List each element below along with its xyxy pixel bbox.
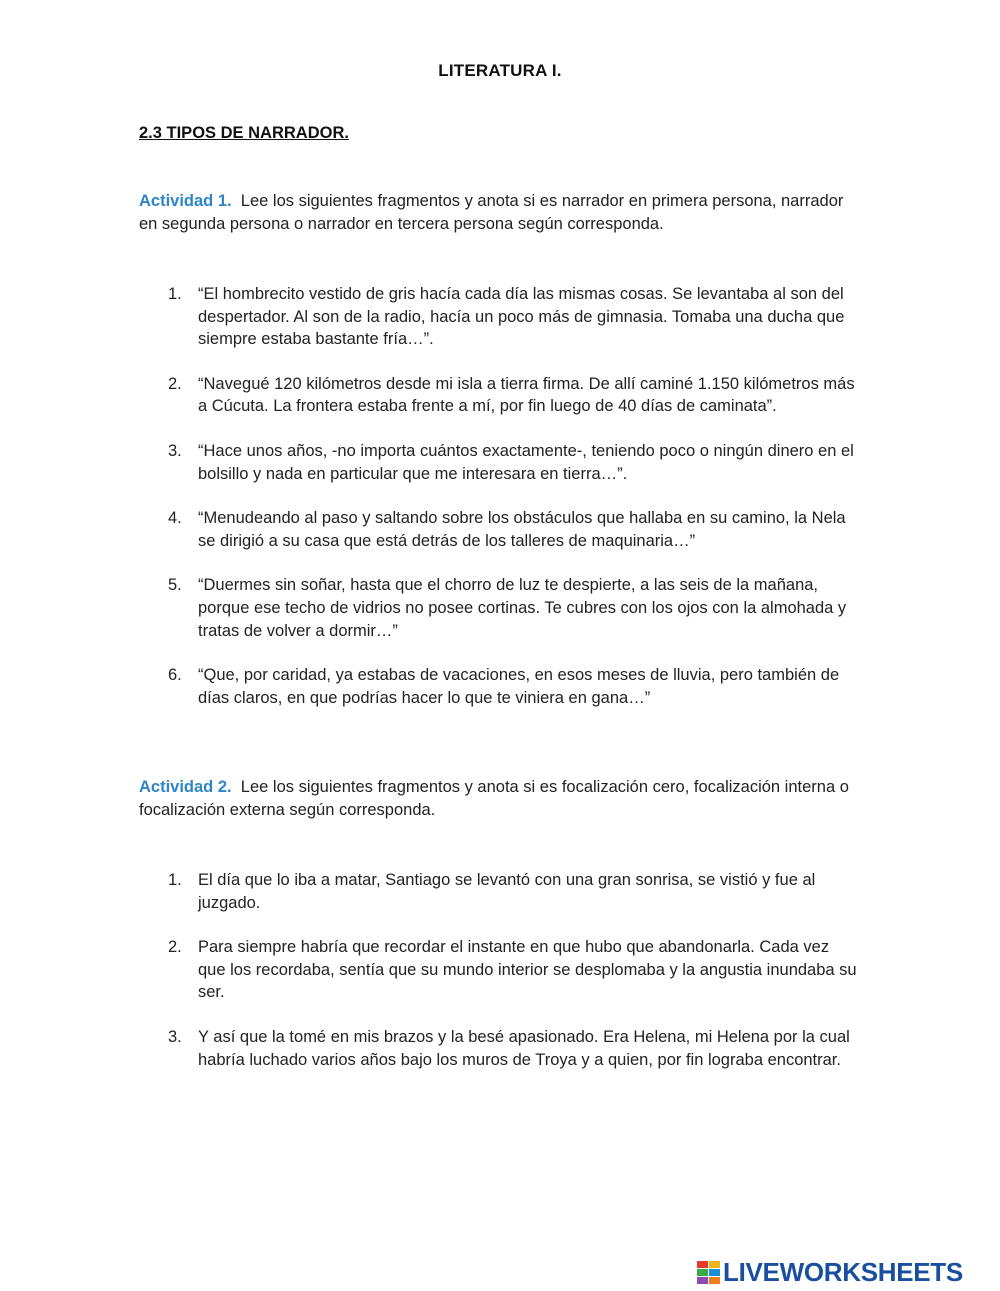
- list-item: [168, 664, 858, 709]
- item-number: 6.: [168, 666, 182, 685]
- item-text: “Duermes sin soñar, hasta que el chorro de luz te despierte, a las seis de la mañana, porque ese techo de vidrios no posee cortinas. Te cubres con los ojos con la almohada y tratas de volver a dormir…”: [198, 576, 847, 640]
- liveworksheets-logo: [697, 1258, 963, 1286]
- item-text: “Navegué 120 kilómetros desde mi isla a tierra firma. De allí caminé 1.150 kilómetros más a Cúcuta. La frontera estaba frente a mí, por fin luego de 40 días de caminata”.: [198, 374, 855, 416]
- list-item: [168, 283, 858, 351]
- list-item: [168, 869, 858, 914]
- logo-block: [709, 1269, 720, 1276]
- item-text: “Que, por caridad, ya estabas de vacaciones, en esos meses de lluvia, pero también de días claros, en que podrías hacer lo que te viniera en gana…”: [198, 666, 840, 707]
- item-number: 4.: [168, 509, 182, 528]
- activity-2-text: Lee los siguientes fragmentos y anota si es focalización cero, focalización interna o focalización externa según corresponda.: [139, 778, 849, 819]
- list-item: [168, 1026, 858, 1071]
- section-title: 2.3 TIPOS DE NARRADOR.: [139, 124, 349, 142]
- activity-2-label: Actividad 2.: [139, 778, 232, 796]
- item-text: El día que lo iba a matar, Santiago se levantó con una gran sonrisa, se vistió y fue al juzgado.: [198, 871, 816, 912]
- item-text: Y así que la tomé en mis brazos y la besé apasionado. Era Helena, mi Helena por la cual habría luchado varios años bajo los muros de Troya y a quien, por fin lograba encontrar.: [198, 1027, 850, 1069]
- activity-1-text: Lee los siguientes fragmentos y anota si es narrador en primera persona, narrador en segunda persona o narrador en tercera persona según corresponda.: [139, 192, 844, 233]
- logo-text: LIVEWORKSHEETS: [723, 1256, 963, 1287]
- item-number: 2.: [168, 374, 182, 393]
- logo-block: [709, 1277, 720, 1284]
- activity-2-list: [168, 869, 858, 1071]
- logo-block: [709, 1261, 720, 1268]
- item-text: “Menudeando al paso y saltando sobre los obstáculos que hallaba en su camino, la Nela se dirigió a su casa que está detrás de los talleres de maquinaria…”: [198, 509, 846, 550]
- activity-1-list: [168, 283, 858, 709]
- logo-block: [697, 1269, 708, 1276]
- logo-blocks-icon: [697, 1261, 720, 1284]
- logo-block: [697, 1277, 708, 1284]
- item-number: 3.: [168, 441, 182, 460]
- item-number: 5.: [168, 576, 182, 595]
- activity-2-instructions: [139, 776, 859, 822]
- list-item: [168, 574, 858, 642]
- activity-1-label: Actividad 1.: [139, 192, 232, 210]
- item-text: “El hombrecito vestido de gris hacía cada día las mismas cosas. Se levantaba al son del despertador. Al son de la radio, hacía un poco más de gimnasia. Tomaba una ducha que siempre estaba bastante fría…”.: [198, 285, 845, 349]
- page-title: LITERATURA I.: [438, 61, 562, 80]
- list-item: [168, 440, 858, 485]
- list-item: [168, 936, 858, 1004]
- activity-1-instructions: [139, 190, 859, 236]
- logo-block: [697, 1261, 708, 1268]
- item-text: “Hace unos años, -no importa cuántos exactamente-, teniendo poco o ningún dinero en el bolsillo y nada en particular que me interesara en tierra…”.: [198, 441, 854, 483]
- item-number: 1.: [168, 871, 182, 889]
- item-number: 2.: [168, 938, 182, 957]
- list-item: [168, 507, 858, 552]
- list-item: [168, 373, 858, 418]
- item-number: 1.: [168, 285, 182, 303]
- item-text: Para siempre habría que recordar el instante en que hubo que abandonarla. Cada vez que los recordaba, sentía que su mundo interior se desplomaba y la angustia inundaba su ser.: [198, 938, 857, 1002]
- item-number: 3.: [168, 1027, 182, 1046]
